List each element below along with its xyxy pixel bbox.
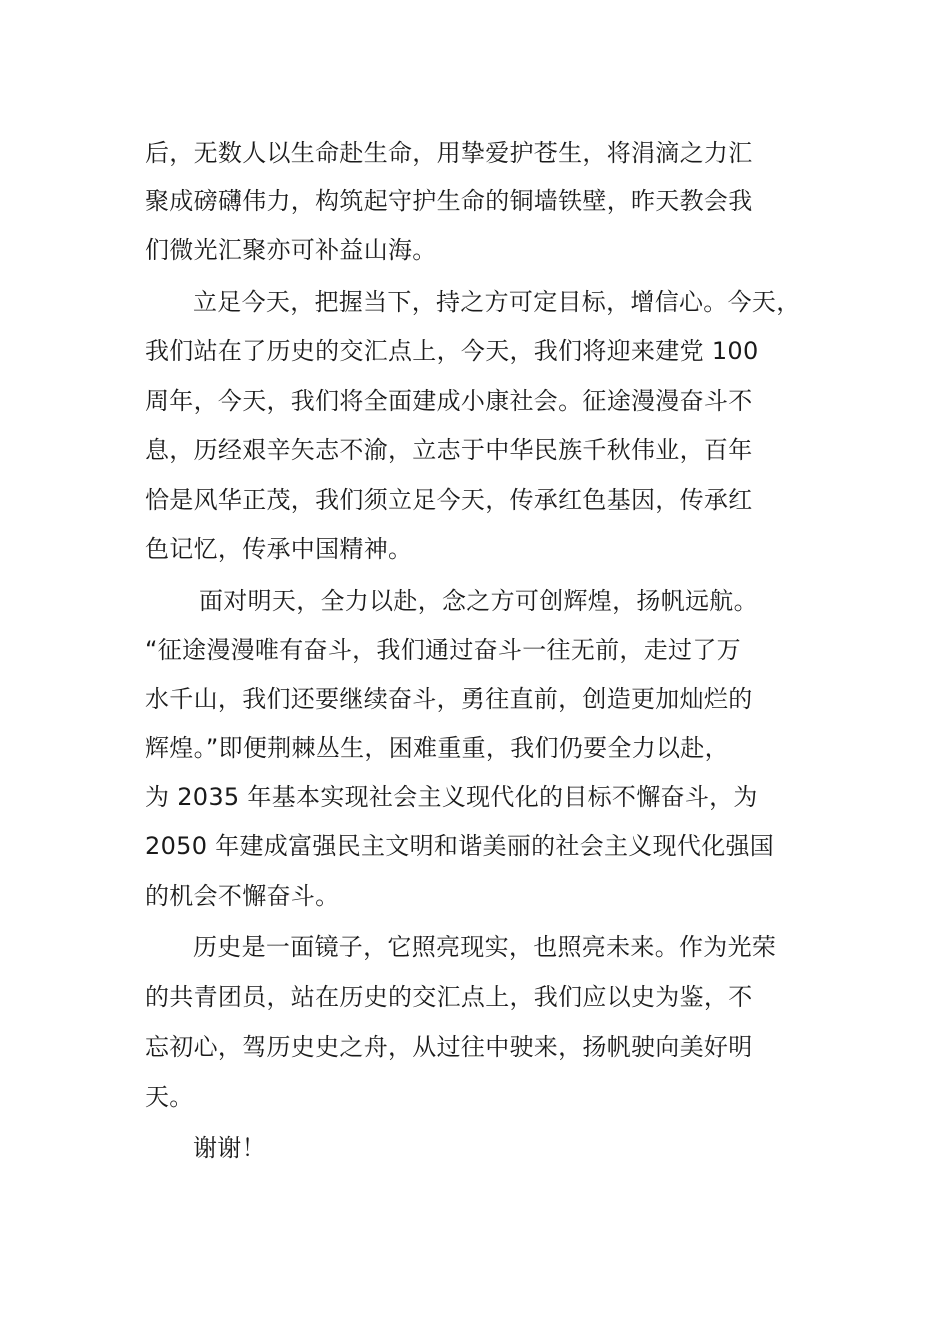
text-line: 天。 — [145, 1083, 194, 1111]
text-line: 恰是风华正茂，我们须立足今天，传承红色基因，传承红 — [145, 486, 753, 514]
text-line: 息，历经艰辛矢志不渝，立志于中华民族千秋伟业，百年 — [145, 436, 753, 464]
text-line: 谢谢！ — [193, 1134, 266, 1162]
text-line: 为 2035 年基本实现社会主义现代化的目标不懈奋斗，为 — [145, 783, 758, 811]
text-line: 的机会不懈奋斗。 — [145, 882, 340, 910]
text-line: 色记忆，传承中国精神。 — [145, 535, 413, 563]
text-line: 周年，今天，我们将全面建成小康社会。征途漫漫奋斗不 — [145, 387, 753, 415]
text-line: 聚成磅礴伟力，构筑起守护生命的铜墙铁壁，昨天教会我 — [145, 187, 753, 215]
text-line: 面对明天，全力以赴，念之方可创辉煌，扬帆远航。 — [199, 587, 758, 615]
text-line: “征途漫漫唯有奋斗，我们通过奋斗一往无前，走过了万 — [145, 636, 741, 664]
text-line: 忘初心，驾历史史之舟，从过往中驶来，扬帆驶向美好明 — [145, 1033, 753, 1061]
text-line: 我们站在了历史的交汇点上，今天，我们将迎来建党 100 — [145, 337, 759, 365]
text-line: 水千山，我们还要继续奋斗，勇往直前，创造更加灿烂的 — [145, 685, 753, 713]
text-line: 后，无数人以生命赴生命，用挚爱护苍生，将涓滴之力汇 — [145, 139, 753, 167]
text-line: 们微光汇聚亦可补益山海。 — [145, 236, 437, 264]
text-line: 立足今天，把握当下，持之方可定目标，增信心。今天， — [193, 288, 801, 316]
text-line: 辉煌。”即便荆棘丛生，困难重重，我们仍要全力以赴， — [145, 734, 729, 762]
text-line: 的共青团员，站在历史的交汇点上，我们应以史为鉴，不 — [145, 983, 753, 1011]
text-line: 历史是一面镜子，它照亮现实，也照亮未来。作为光荣 — [193, 933, 777, 961]
text-line: 2050 年建成富强民主文明和谐美丽的社会主义现代化强国 — [145, 832, 775, 860]
